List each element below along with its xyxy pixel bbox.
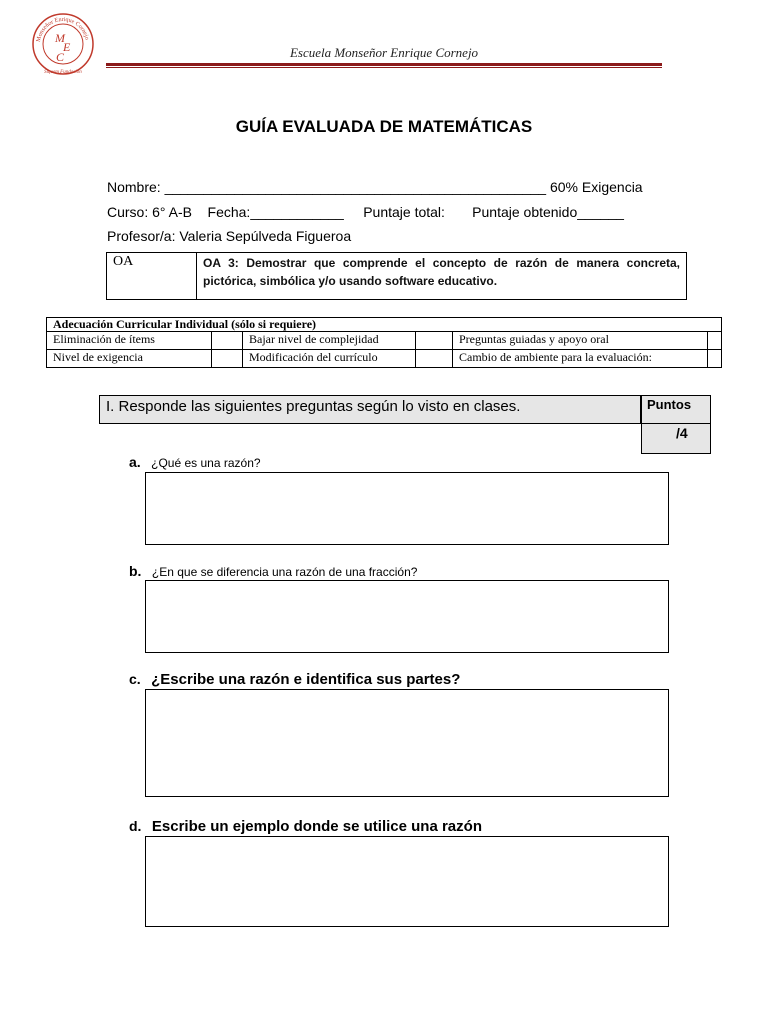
table-cell: Bajar nivel de complejidad [243, 332, 416, 350]
table-cell: Nivel de exigencia [47, 350, 212, 368]
header-rule-thin [106, 67, 662, 68]
logo-ring-text: Monseñor Enrique Cornejo [36, 16, 90, 43]
points-label: Puntos [647, 397, 692, 412]
checkbox-cell[interactable] [708, 332, 722, 350]
checkbox-cell[interactable] [212, 350, 243, 368]
question-letter: b. [129, 563, 142, 579]
question-text: ¿En que se diferencia una razón de una fracción? [151, 565, 418, 579]
oa-text: OA 3: Demostrar que comprende el concepto de razón de manera concreta, pictórica, simbólica y/o usando software educativo. [197, 253, 687, 300]
question-text: ¿Escribe una razón e identifica sus partes? [151, 671, 461, 688]
answer-box-c[interactable] [145, 689, 669, 797]
table-row [47, 350, 722, 368]
section-title: I. Responde las siguientes preguntas según lo visto en clases. [106, 398, 521, 415]
adecuacion-header: Adecuación Curricular Individual (sólo si requiere) [47, 318, 722, 332]
question-letter: a. [129, 454, 141, 470]
curso-line: Curso: 6° A-B Fecha:____________ Puntaje total: Puntaje obtenido______ [107, 204, 624, 220]
checkbox-cell[interactable] [212, 332, 243, 350]
oa-label: OA [107, 253, 197, 300]
question-text: Escribe un ejemplo donde se utilice una razón [151, 818, 482, 835]
checkbox-cell[interactable] [416, 350, 453, 368]
question-b [129, 563, 417, 581]
logo-letter-e: E [63, 40, 71, 54]
table-cell: Eliminación de ítems [47, 332, 212, 350]
adecuacion-table [46, 317, 722, 368]
header-rule [106, 63, 662, 66]
question-letter: c. [129, 671, 141, 687]
table-cell: Modificación del currículo [243, 350, 416, 368]
score-text: /4 [676, 425, 688, 441]
checkbox-cell[interactable] [416, 332, 453, 350]
nombre-line: Nombre: _________________________________________________ 60% Exigencia [107, 179, 643, 195]
table-cell: Cambio de ambiente para la evaluación: [453, 350, 708, 368]
school-name: Escuela Monseñor Enrique Cornejo [289, 45, 479, 60]
question-text: ¿Qué es una razón? [151, 456, 261, 470]
school-logo [30, 10, 96, 78]
document-title: GUÍA EVALUADA DE MATEMÁTICAS [235, 117, 533, 136]
answer-box-a[interactable] [145, 472, 669, 545]
question-letter: d. [129, 818, 142, 834]
logo-letter-m: M [55, 31, 65, 45]
question-d [129, 818, 482, 836]
profesor-line: Profesor/a: Valeria Sepúlveda Figueroa [107, 228, 352, 244]
logo-bottom-text: Siquem Fundación [44, 70, 82, 75]
question-a [129, 454, 261, 472]
answer-box-b[interactable] [145, 580, 669, 653]
table-cell: Preguntas guiadas y apoyo oral [453, 332, 708, 350]
checkbox-cell[interactable] [708, 350, 722, 368]
oa-table [106, 252, 687, 300]
logo-letter-c: C [56, 50, 65, 64]
answer-box-d[interactable] [145, 836, 669, 927]
table-row [47, 332, 722, 350]
question-c [129, 671, 460, 689]
